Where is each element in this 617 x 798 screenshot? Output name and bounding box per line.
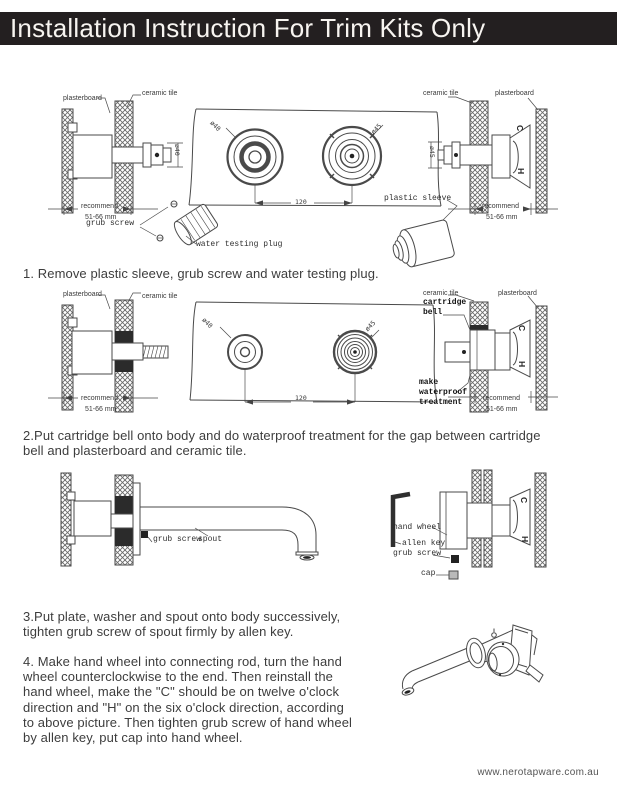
label-plastic-sleeve: plastic sleeve xyxy=(384,194,452,203)
row1-front-view xyxy=(189,109,441,206)
dim-120: 120 xyxy=(295,198,307,206)
label-make-waterproof-treatment: make xyxy=(419,378,439,387)
label-make-waterproof-treatment: waterproof xyxy=(419,388,468,397)
label-grub-screw: grub screw xyxy=(153,535,202,544)
dim-diameter-40: ø40 xyxy=(200,316,215,330)
label-allen-key: allen key xyxy=(402,539,446,548)
website-url: www.nerotapware.com.au xyxy=(477,767,599,778)
label-cartridge-bell: bell xyxy=(423,308,443,317)
label-recommend-mm: 51-66 mm xyxy=(486,214,518,221)
step-1-text: 1. Remove plastic sleeve, grub screw and water testing plug. xyxy=(23,266,379,281)
label-recommend-mm: 51-66 mm xyxy=(486,406,518,413)
handle-cold-marking: C xyxy=(517,325,527,332)
label-ceramic-tile: ceramic tile xyxy=(423,90,459,97)
label-ceramic-tile: ceramic tile xyxy=(142,293,178,300)
dim-diameter-40: ø40 xyxy=(208,119,223,133)
dim-diameter-40-side: ø40 xyxy=(173,144,181,156)
step-3-text: 3.Put plate, washer and spout onto body successively, tighten grub screw of spout firmly by allen key. xyxy=(23,609,341,640)
handle-hot-marking: H xyxy=(516,168,526,175)
label-grub-screw: grub screw xyxy=(86,219,135,228)
dim-diameter-45: ø45 xyxy=(363,319,378,333)
row3-spout-cross-section xyxy=(61,473,318,566)
step-4-text: 4. Make hand wheel into connecting rod, turn the hand wheel counterclockwise to the end. Then reinstall the hand wheel, make the "C" should be on twelve o'clock direction and "H" on the six o'clock direction, according to above picture. Then tighten grub screw of hand wheel by allen key, put cap into hand wheel. xyxy=(23,654,353,746)
label-cartridge-bell: cartridge xyxy=(423,298,467,307)
label-spout: spout xyxy=(198,535,223,544)
handle-hot-marking: H xyxy=(517,361,527,368)
label-ceramic-tile: ceramic tile xyxy=(142,90,178,97)
label-recommend: recommend xyxy=(81,395,118,402)
label-recommend: recommend xyxy=(483,395,520,402)
label-recommend-mm: 51-66 mm xyxy=(85,214,117,221)
label-ceramic-tile: ceramic tile xyxy=(423,290,459,297)
dim-120: 120 xyxy=(295,394,307,402)
label-hand-wheel: hand wheel xyxy=(393,523,442,532)
label-make-waterproof-treatment: treatment xyxy=(419,398,463,407)
label-plasterboard: plasterboard xyxy=(63,291,102,298)
label-recommend: recommend xyxy=(482,203,519,210)
handle-cold-marking: C xyxy=(519,497,529,504)
row1-left-cross-section xyxy=(48,95,183,215)
handle-hot-marking: H xyxy=(520,536,530,543)
label-recommend: recommend xyxy=(81,203,118,210)
title-bar xyxy=(0,12,617,45)
row1-plastic-sleeve-detail xyxy=(389,200,457,268)
label-grub-screw: grub screw xyxy=(393,549,442,558)
dim-diameter-45-side: ø45 xyxy=(428,146,436,158)
label-recommend-mm: 51-66 mm xyxy=(85,406,117,413)
diagram-step1-line-art xyxy=(0,85,617,268)
faucet-3d-art xyxy=(401,625,543,696)
page-title: Installation Instruction For Trim Kits Only xyxy=(10,13,486,43)
step-2-text: 2.Put cartridge bell onto body and do waterproof treatment for the gap between cartridge bell and plasterboard and ceramic tile. xyxy=(23,428,541,459)
label-plasterboard: plasterboard xyxy=(495,90,534,97)
dim-diameter-45: ø45 xyxy=(369,122,384,136)
handle-cold-marking: C xyxy=(515,125,525,132)
label-water-testing-plug: water testing plug xyxy=(196,240,283,249)
label-cap: cap xyxy=(421,569,436,578)
label-plasterboard: plasterboard xyxy=(498,290,537,297)
label-plasterboard: plasterboard xyxy=(63,95,102,102)
assembled-faucet-3d-drawing xyxy=(390,615,590,740)
